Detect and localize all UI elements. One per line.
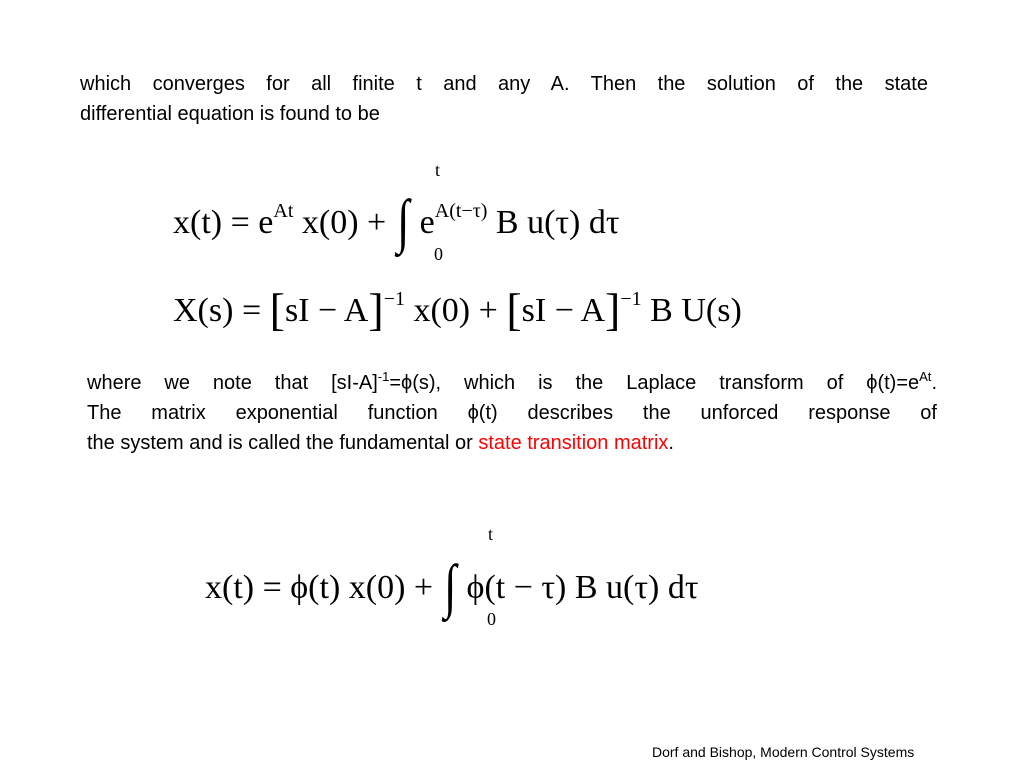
left-bracket-2: [ — [506, 284, 522, 335]
integral-sign-2: ∫ — [443, 553, 456, 619]
eq2-tail: B U(s) — [650, 292, 742, 329]
highlighted-term: state transition matrix — [478, 432, 669, 454]
explanation-line-2: The matrix exponential function ϕ(t) describes the unforced response of — [87, 402, 937, 424]
explanation-line-3 — [87, 428, 937, 458]
eq2-equals: = — [241, 292, 262, 329]
explanation-line-1 — [87, 368, 937, 398]
eq3-plus: + — [413, 569, 434, 606]
intro-line-2: differential equation is found to be — [80, 103, 380, 125]
eq3-phi-term: ϕ(t) x(0) — [290, 569, 406, 606]
eq1-initial-state: x(0) — [301, 204, 359, 241]
right-bracket: ] — [368, 284, 384, 335]
eq1-integrand-tail: B u(τ) dτ — [495, 204, 620, 241]
eq2-plus: + — [478, 292, 498, 329]
eq1-equals: = — [230, 204, 250, 241]
eq3-lhs: x(t) — [205, 569, 255, 606]
laplace-solution-equation — [173, 284, 742, 335]
eq2-initial-state: x(0) — [413, 292, 471, 329]
integral-sign: ∫ — [396, 188, 410, 254]
eq1-exponent: At — [273, 200, 294, 222]
transition-matrix-equation — [205, 553, 699, 619]
eq1-exp-base-2: e — [419, 204, 435, 241]
eq1-lhs: x(t) — [173, 204, 223, 241]
line3-text-a: the system and is called the fundamental or — [87, 432, 479, 454]
line1-text-a: where we note that [sI-A] — [87, 372, 378, 394]
eq1-plus: + — [367, 204, 387, 241]
eq2-inverse-2: −1 — [620, 288, 642, 310]
state-solution-equation — [173, 188, 620, 254]
eq3-integrand: ϕ(t − τ) B u(τ) dτ — [466, 569, 699, 606]
eq2-matrix: sI − A — [284, 292, 369, 329]
eq1-upper-limit: t — [435, 160, 441, 180]
line1-text-c: . — [931, 372, 937, 394]
eq1-exponent-2: A(t−τ) — [434, 200, 488, 222]
intro-line-1: which converges for all finite t and any A. Then the solution of the state — [80, 73, 928, 95]
eq1-lower-limit: 0 — [434, 244, 443, 264]
line1-text-b: =ϕ(s), which is the Laplace transform of ϕ(t)=e — [389, 372, 920, 394]
eq3-lower-limit: 0 — [487, 609, 496, 629]
line1-superscript: -1 — [377, 369, 390, 384]
eq2-matrix-2: sI − A — [521, 292, 606, 329]
eq3-equals: = — [262, 569, 282, 606]
citation: Dorf and Bishop, Modern Control Systems — [652, 744, 915, 760]
eq1-exp-base: e — [258, 204, 274, 241]
line3-text-b: . — [668, 432, 674, 454]
eq2-inverse: −1 — [383, 288, 405, 310]
eq3-upper-limit: t — [488, 524, 494, 544]
line1-superscript-2: At — [919, 369, 932, 384]
intro-paragraph — [80, 69, 928, 129]
explanation-paragraph — [87, 368, 937, 458]
eq2-lhs: X(s) — [173, 292, 234, 329]
right-bracket-2: ] — [605, 284, 621, 335]
left-bracket: [ — [269, 284, 285, 335]
